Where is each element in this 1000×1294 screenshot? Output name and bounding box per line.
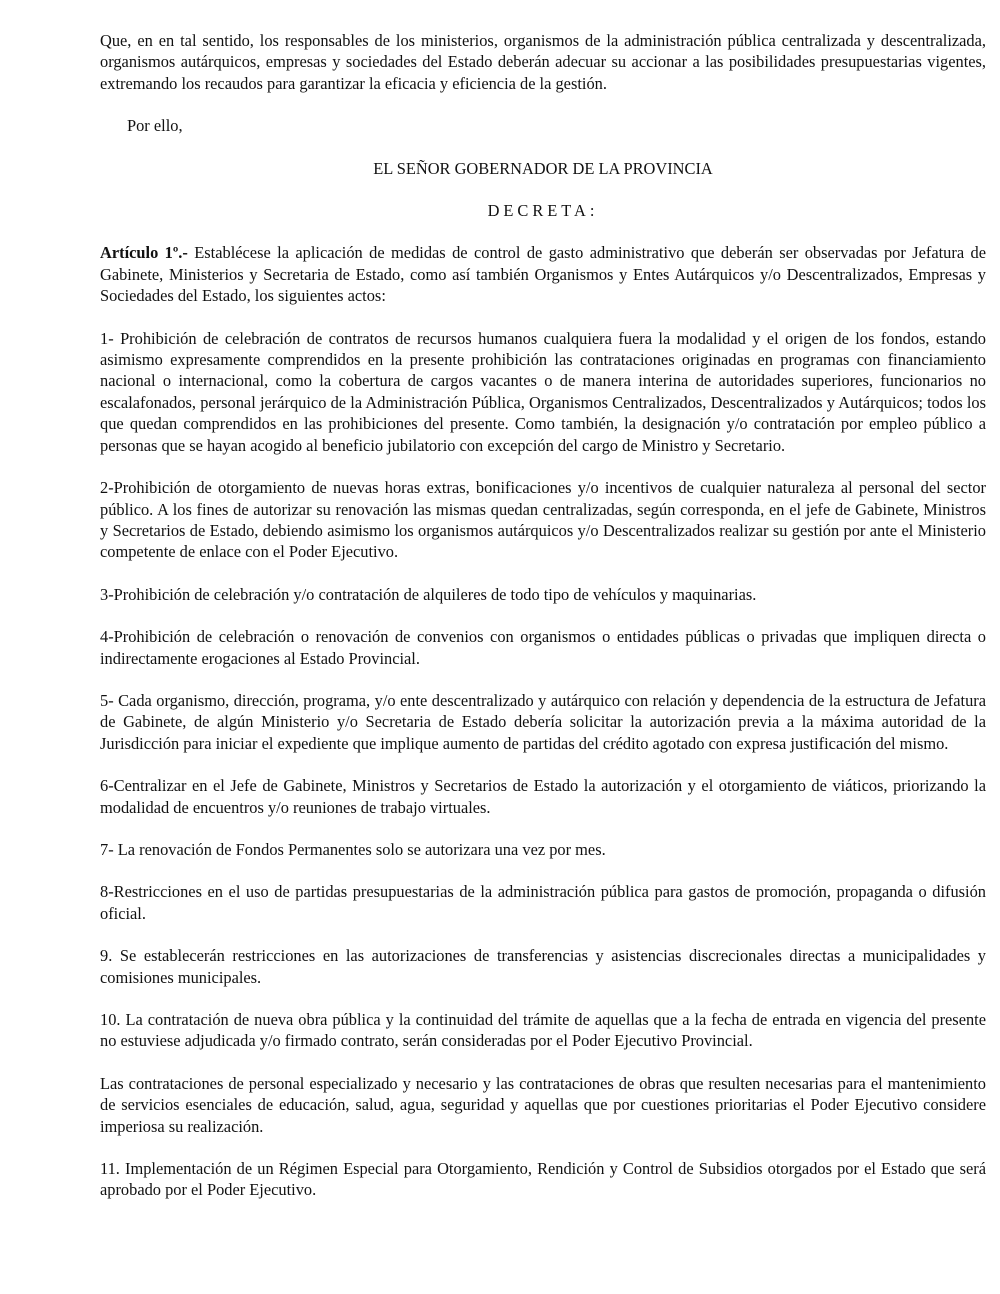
decree-item-6: 6-Centralizar en el Jefe de Gabinete, Ministros y Secretarios de Estado la autorización y el otorgamiento de viáticos, priorizando la modalidad de encuentros y/o reuniones de trabajo virtuales. — [100, 776, 986, 817]
article-1-label: Artículo 1º.- — [100, 243, 188, 263]
decree-item-11: 11. Implementación de un Régimen Especial para Otorgamiento, Rendición y Control de Subsidios otorgados por el Estado que será aprobado por el Poder Ejecutivo. — [100, 1159, 986, 1200]
article-1-text: Establécese la aplicación de medidas de control de gasto administrativo que deberán ser observadas por Jefatura de Gabinete, Ministerios y Secretaria de Estado, como así también Organismos y Entes Autárquicos y/o Descentralizados, Empresas y Sociedades del Estado, los siguientes actos: — [100, 243, 987, 306]
decreta-heading: DECRETA: — [487, 201, 599, 221]
authority-heading: EL SEÑOR GOBERNADOR DE LA PROVINCIA — [373, 158, 713, 178]
document-page — [100, 30, 986, 1222]
decree-item-5: 5- Cada organismo, dirección, programa, y/o ente descentralizado y autárquico con relación y dependencia de la estructura de Jefatura de Gabinete, de algún Ministerio y/o Secretaria de Estado debería solicitar la autorización previa a la máxima autoridad de la Jurisdicción para iniciar el expediente que implique aumento de partidas del crédito agotado con expresa justificación del mismo. — [100, 690, 986, 753]
decree-item-9: 9. Se establecerán restricciones en las autorizaciones de transferencias y asistencias discrecionales directas a municipalidades y comisiones municipales. — [100, 946, 986, 987]
por-ello-text: Por ello, — [127, 116, 183, 136]
decree-item-4: 4-Prohibición de celebración o renovación de convenios con organismos o entidades públicas o privadas que impliquen directa o indirectamente erogaciones al Estado Provincial. — [100, 627, 986, 668]
decree-item-3: 3-Prohibición de celebración y/o contratación de alquileres de todo tipo de vehículos y maquinarias. — [100, 584, 757, 604]
decree-item-10: 10. La contratación de nueva obra pública y la continuidad del trámite de aquellas que a la fecha de entrada en vigencia del presente no estuviese adjudicada y/o firmado contrato, serán consideradas por el Poder Ejecutivo Provincial. — [100, 1010, 986, 1051]
decree-item-7: 7- La renovación de Fondos Permanentes solo se autorizara una vez por mes. — [100, 839, 606, 859]
article-1-paragraph — [100, 242, 986, 306]
decree-item-8: 8-Restricciones en el uso de partidas presupuestarias de la administración pública para gastos de promoción, propaganda o difusión oficial. — [100, 882, 986, 923]
decree-item-2: 2-Prohibición de otorgamiento de nuevas horas extras, bonificaciones y/o incentivos de cualquier naturaleza al personal del sector público. A los fines de autorizar su renovación las mismas quedan centralizadas, según corresponda, en el jefe de Gabinete, Ministros y Secretarios de Estado, debiendo asimismo los organismos autárquicos y/o Descentralizados realizar su gestión por ante el Ministerio competente de enlace con el Poder Ejecutivo. — [100, 478, 986, 562]
intro-paragraph: Que, en en tal sentido, los responsables de los ministerios, organismos de la administración pública centralizada y descentralizada, organismos autárquicos, empresas y sociedades del Estado deberán adecuar su accionar a las posibilidades presupuestarias vigentes, extremando los recaudos para garantizar la eficacia y eficiencia de la gestión. — [100, 31, 986, 93]
decree-item-10-exception: Las contrataciones de personal especializado y necesario y las contrataciones de obras que resulten necesarias para el mantenimiento de servicios esenciales de educación, salud, agua, seguridad y aquellas que por cuestiones prioritarias el Poder Ejecutivo considere imperiosa su realización. — [100, 1073, 986, 1136]
decree-item-1: 1- Prohibición de celebración de contratos de recursos humanos cualquiera fuera la modalidad y el origen de los fondos, estando asimismo expresamente comprendidos en la presente prohibición las contrataciones originadas en programas con financiamiento nacional o internacional, como la cobertura de cargos vacantes o de manera interina de autoridades superiores, funcionarios no escalafonados, personal jerárquico de la Administración Pública, Organismos Centralizados, Descentralizados y Autárquicos; todos los que quedan comprendidos en las prohibiciones del presente. Como también, la designación y/o contratación por empleo público a personas que se hayan acogido al beneficio jubilatorio con excepción del cargo de Ministro y Secretario. — [100, 328, 986, 455]
